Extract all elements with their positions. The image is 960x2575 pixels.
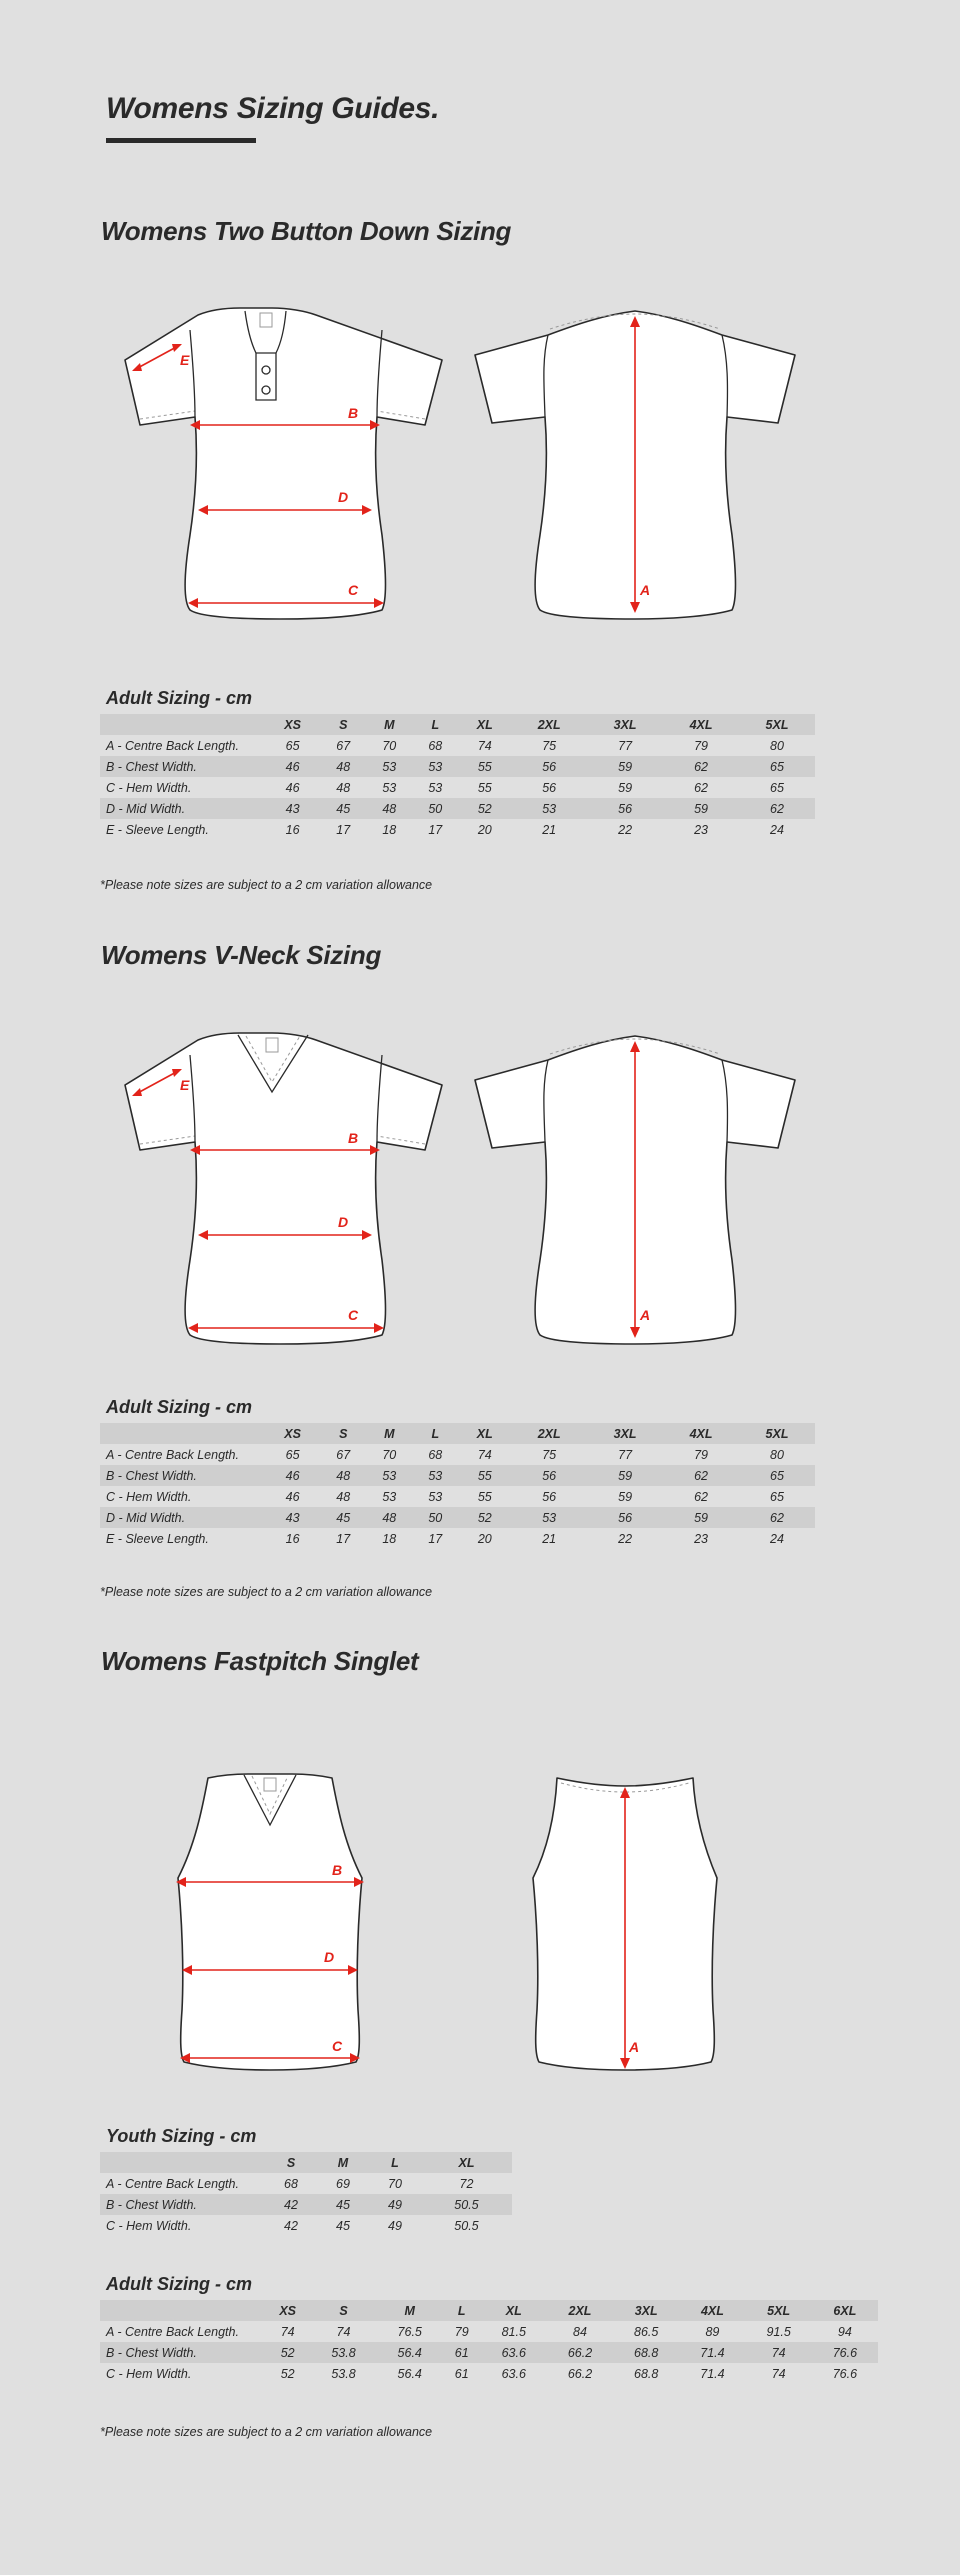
measurement-value: 66.2 <box>567 2366 593 2381</box>
measurement-value: 53 <box>542 1510 557 1525</box>
measurement-value: 42 <box>284 2218 298 2233</box>
measurement-value: 79 <box>694 738 708 753</box>
measurement-value: 77 <box>618 1447 633 1462</box>
size-header-4xl: 4XL <box>689 1426 713 1441</box>
variation-note-1: *Please note sizes are subject to a 2 cm variation allowance <box>100 878 433 892</box>
v-neck-front-diagram <box>120 1030 450 1355</box>
measurement-value: 18 <box>382 1531 397 1546</box>
table-row <box>100 1528 815 1549</box>
measurement-value: 45 <box>336 2218 350 2233</box>
measurement-value: 56 <box>542 1468 557 1483</box>
measurement-value: 74 <box>771 2345 786 2360</box>
measurement-value: 94 <box>837 2324 852 2339</box>
measurement-value: 81.5 <box>501 2324 526 2339</box>
measurement-label: A - Centre Back Length. <box>106 2176 239 2191</box>
measurement-value: 65 <box>770 1489 784 1504</box>
measurement-value: 89 <box>705 2324 720 2339</box>
measurement-value: 80 <box>770 1447 784 1462</box>
measurement-value: 43 <box>285 801 300 816</box>
singlet-front-diagram <box>160 1770 380 2080</box>
size-header-row <box>100 2152 512 2173</box>
measurement-value: 53 <box>382 1468 397 1483</box>
size-header-m: M <box>404 2303 415 2318</box>
measurement-value: 79 <box>454 2324 469 2339</box>
size-header-l: L <box>391 2155 399 2170</box>
size-header-xl: XL <box>458 2155 475 2170</box>
measurement-value: 65 <box>770 759 784 774</box>
header-blank <box>100 1423 265 1444</box>
size-header-xs: XS <box>284 1426 301 1441</box>
table-row <box>100 2173 512 2194</box>
measurement-value: 74 <box>280 2324 295 2339</box>
measurement-value: 53 <box>428 1468 443 1483</box>
v-neck-back-diagram <box>470 1030 800 1355</box>
size-header-4xl: 4XL <box>700 2303 724 2318</box>
measure-c: C <box>348 582 359 598</box>
measurement-value: 69 <box>336 2176 350 2191</box>
measurement-value: 59 <box>694 1510 708 1525</box>
measurement-value: 68 <box>284 2176 298 2191</box>
measurement-value: 91.5 <box>766 2324 791 2339</box>
measurement-label: B - Chest Width. <box>106 1468 197 1483</box>
measurement-label: A - Centre Back Length. <box>106 1447 239 1462</box>
measurement-value: 62 <box>694 780 708 795</box>
measurement-value: 53 <box>382 780 397 795</box>
measurement-label: C - Hem Width. <box>106 780 192 795</box>
size-header-l: L <box>431 717 440 732</box>
measurement-value: 59 <box>694 801 708 816</box>
measurement-value: 56 <box>542 780 557 795</box>
size-header-xl: XL <box>505 2303 522 2318</box>
measurement-value: 59 <box>618 1468 633 1483</box>
measurement-value: 53 <box>542 801 557 816</box>
measurement-value: 48 <box>336 759 351 774</box>
measurement-value: 76.5 <box>397 2324 422 2339</box>
table-row <box>100 1444 815 1465</box>
measurement-value: 50 <box>428 801 443 816</box>
measurement-value: 48 <box>382 1510 397 1525</box>
measurement-value: 46 <box>285 780 300 795</box>
measurement-label: C - Hem Width. <box>106 1489 192 1504</box>
measurement-value: 43 <box>285 1510 300 1525</box>
measurement-label: E - Sleeve Length. <box>106 822 209 837</box>
measurement-value: 56.4 <box>397 2345 422 2360</box>
measurement-label: C - Hem Width. <box>106 2218 192 2233</box>
measurement-value: 68 <box>428 738 443 753</box>
measurement-value: 52 <box>280 2345 295 2360</box>
measurement-value: 75 <box>542 738 557 753</box>
measurement-value: 23 <box>694 822 708 837</box>
measurement-value: 55 <box>477 780 492 795</box>
table-row <box>100 2215 512 2236</box>
measurement-label: D - Mid Width. <box>106 801 186 816</box>
measurement-value: 53 <box>382 1489 397 1504</box>
measurement-value: 62 <box>770 801 784 816</box>
v-neck-adult-table <box>100 1423 815 1549</box>
measurement-value: 62 <box>770 1510 784 1525</box>
singlet-youth-table <box>100 2152 512 2236</box>
measurement-value: 74 <box>477 1447 492 1462</box>
measure-d: D <box>338 1214 349 1230</box>
section-title-singlet: Womens Fastpitch Singlet <box>101 1646 419 1676</box>
size-header-s: S <box>339 2303 348 2318</box>
measurement-value: 17 <box>336 822 351 837</box>
two-button-front-diagram <box>120 305 450 630</box>
measurement-label: D - Mid Width. <box>106 1510 186 1525</box>
size-header-s: S <box>286 2155 296 2170</box>
measurement-value: 56 <box>542 759 557 774</box>
measure-d: D <box>338 489 349 505</box>
measurement-value: 45 <box>336 801 351 816</box>
table-row <box>100 2342 878 2363</box>
size-header-row <box>100 714 815 735</box>
table-heading-two-button-adult: Adult Sizing - cm <box>106 688 252 708</box>
measurement-value: 24 <box>770 1531 784 1546</box>
measurement-label: B - Chest Width. <box>106 759 197 774</box>
measurement-value: 77 <box>618 738 633 753</box>
measure-c: C <box>332 2038 343 2054</box>
measurement-value: 50.5 <box>454 2218 479 2233</box>
measurement-value: 24 <box>770 822 784 837</box>
measure-c: C <box>348 1307 359 1323</box>
measurement-value: 76.6 <box>832 2345 858 2360</box>
size-header-3xl: 3XL <box>634 2303 658 2318</box>
table-row <box>100 735 815 756</box>
measurement-value: 53.8 <box>331 2345 356 2360</box>
size-header-row <box>100 1423 815 1444</box>
size-header-3xl: 3XL <box>613 1426 637 1441</box>
measure-b: B <box>348 1130 359 1146</box>
measurement-value: 74 <box>336 2324 351 2339</box>
measurement-value: 67 <box>336 1447 351 1462</box>
measurement-value: 56 <box>618 1510 633 1525</box>
measure-e: E <box>180 1077 190 1093</box>
measurement-value: 70 <box>382 738 397 753</box>
size-header-m: M <box>384 1426 395 1441</box>
singlet-adult-table <box>100 2300 878 2384</box>
measurement-value: 56 <box>542 1489 557 1504</box>
measurement-value: 74 <box>771 2366 786 2381</box>
size-header-xs: XS <box>284 717 301 732</box>
section-title-v-neck: Womens V-Neck Sizing <box>101 940 382 970</box>
measurement-value: 72 <box>459 2176 474 2191</box>
measurement-value: 65 <box>770 780 784 795</box>
measurement-value: 48 <box>336 780 351 795</box>
header-blank <box>100 2152 265 2173</box>
measure-b: B <box>332 1862 343 1878</box>
table-row <box>100 756 815 777</box>
measurement-value: 52 <box>280 2366 295 2381</box>
size-header-l: L <box>457 2303 466 2318</box>
measurement-value: 62 <box>694 1489 708 1504</box>
measurement-value: 71.4 <box>700 2366 725 2381</box>
size-header-xs: XS <box>279 2303 297 2318</box>
size-header-6xl: 6XL <box>833 2303 857 2318</box>
measurement-value: 18 <box>382 822 397 837</box>
table-row <box>100 2321 878 2342</box>
size-header-2xl: 2XL <box>537 717 561 732</box>
measurement-value: 80 <box>770 738 784 753</box>
measurement-value: 55 <box>477 759 492 774</box>
measurement-value: 68.8 <box>634 2366 659 2381</box>
measurement-value: 53.8 <box>331 2366 356 2381</box>
measurement-value: 49 <box>388 2218 402 2233</box>
measurement-value: 53 <box>428 1489 443 1504</box>
singlet-back-diagram <box>515 1770 735 2080</box>
measurement-value: 59 <box>618 780 633 795</box>
measure-d: D <box>324 1949 335 1965</box>
measurement-label: B - Chest Width. <box>106 2197 197 2212</box>
measurement-value: 59 <box>618 1489 633 1504</box>
size-header-s: S <box>339 717 348 732</box>
measurement-value: 53 <box>428 759 443 774</box>
measurement-value: 48 <box>336 1468 351 1483</box>
table-row <box>100 2194 512 2215</box>
measurement-value: 20 <box>477 822 492 837</box>
table-row <box>100 1507 815 1528</box>
measure-e: E <box>180 352 190 368</box>
size-header-xl: XL <box>476 717 493 732</box>
header-blank <box>100 2300 265 2321</box>
measurement-value: 53 <box>382 759 397 774</box>
measurement-value: 21 <box>542 1531 557 1546</box>
measurement-value: 42 <box>284 2197 298 2212</box>
size-header-4xl: 4XL <box>689 717 713 732</box>
measurement-value: 68.8 <box>634 2345 659 2360</box>
measurement-value: 48 <box>382 801 397 816</box>
measurement-value: 75 <box>542 1447 557 1462</box>
measurement-value: 74 <box>477 738 492 753</box>
table-heading-v-neck-adult: Adult Sizing - cm <box>106 1397 252 1417</box>
measurement-value: 17 <box>428 822 443 837</box>
measurement-value: 65 <box>285 1447 300 1462</box>
measurement-value: 20 <box>477 1531 492 1546</box>
size-header-2xl: 2XL <box>537 1426 561 1441</box>
measurement-value: 16 <box>285 822 300 837</box>
measurement-label: A - Centre Back Length. <box>106 738 239 753</box>
table-row <box>100 1465 815 1486</box>
page-title: Womens Sizing Guides. <box>106 92 440 125</box>
measurement-value: 17 <box>428 1531 443 1546</box>
size-header-s: S <box>339 1426 348 1441</box>
size-header-m: M <box>384 717 395 732</box>
measurement-value: 56.4 <box>397 2366 422 2381</box>
measurement-value: 62 <box>694 1468 708 1483</box>
table-row <box>100 2363 878 2384</box>
measurement-value: 61 <box>454 2345 469 2360</box>
two-button-adult-table <box>100 714 815 840</box>
measurement-value: 76.6 <box>832 2366 858 2381</box>
measurement-value: 53 <box>428 780 443 795</box>
measure-a: A <box>640 582 651 598</box>
measurement-value: 52 <box>477 801 492 816</box>
measurement-value: 16 <box>285 1531 300 1546</box>
measurement-value: 59 <box>618 759 633 774</box>
measurement-value: 65 <box>285 738 300 753</box>
size-header-m: M <box>337 2155 349 2170</box>
measurement-value: 63.6 <box>501 2345 526 2360</box>
measurement-value: 68 <box>428 1447 443 1462</box>
measurement-value: 22 <box>618 822 633 837</box>
measurement-value: 17 <box>336 1531 351 1546</box>
size-header-xl: XL <box>476 1426 493 1441</box>
table-heading-singlet-youth: Youth Sizing - cm <box>106 2126 257 2146</box>
measurement-value: 46 <box>285 759 300 774</box>
measurement-value: 65 <box>770 1468 784 1483</box>
title-underline <box>106 138 256 143</box>
size-header-row <box>100 2300 878 2321</box>
measurement-value: 48 <box>336 1489 351 1504</box>
measurement-value: 86.5 <box>634 2324 659 2339</box>
measurement-value: 22 <box>618 1531 633 1546</box>
measurement-value: 45 <box>336 1510 351 1525</box>
measurement-value: 61 <box>454 2366 469 2381</box>
measurement-value: 52 <box>477 1510 492 1525</box>
measurement-value: 45 <box>336 2197 350 2212</box>
size-header-l: L <box>431 1426 440 1441</box>
measure-b: B <box>348 405 359 421</box>
table-heading-singlet-adult: Adult Sizing - cm <box>106 2274 252 2294</box>
table-row <box>100 1486 815 1507</box>
size-header-5xl: 5XL <box>765 717 789 732</box>
measurement-label: C - Hem Width. <box>106 2366 192 2381</box>
measurement-label: B - Chest Width. <box>106 2345 197 2360</box>
table-row <box>100 798 815 819</box>
size-header-2xl: 2XL <box>568 2303 592 2318</box>
measurement-label: A - Centre Back Length. <box>106 2324 239 2339</box>
measurement-value: 70 <box>388 2176 402 2191</box>
measurement-value: 55 <box>477 1468 492 1483</box>
size-header-5xl: 5XL <box>767 2303 791 2318</box>
table-row <box>100 819 815 840</box>
measurement-value: 46 <box>285 1468 300 1483</box>
variation-note-2: *Please note sizes are subject to a 2 cm variation allowance <box>100 1585 433 1599</box>
measurement-value: 84 <box>573 2324 587 2339</box>
measurement-value: 66.2 <box>567 2345 593 2360</box>
measurement-value: 63.6 <box>501 2366 526 2381</box>
measurement-value: 49 <box>388 2197 402 2212</box>
measure-a: A <box>629 2039 640 2055</box>
measurement-value: 23 <box>694 1531 708 1546</box>
table-row <box>100 777 815 798</box>
measurement-value: 71.4 <box>700 2345 725 2360</box>
measurement-value: 50.5 <box>454 2197 479 2212</box>
measurement-label: E - Sleeve Length. <box>106 1531 209 1546</box>
measure-a: A <box>640 1307 651 1323</box>
measurement-value: 55 <box>477 1489 492 1504</box>
size-header-3xl: 3XL <box>613 717 637 732</box>
measurement-value: 21 <box>542 822 557 837</box>
measurement-value: 70 <box>382 1447 397 1462</box>
measurement-value: 67 <box>336 738 351 753</box>
size-header-5xl: 5XL <box>765 1426 789 1441</box>
variation-note-3: *Please note sizes are subject to a 2 cm variation allowance <box>100 2425 433 2439</box>
two-button-back-diagram <box>470 305 800 630</box>
measurement-value: 50 <box>428 1510 443 1525</box>
section-title-two-button: Womens Two Button Down Sizing <box>101 216 512 246</box>
header-blank <box>100 714 265 735</box>
measurement-value: 79 <box>694 1447 708 1462</box>
measurement-value: 46 <box>285 1489 300 1504</box>
measurement-value: 62 <box>694 759 708 774</box>
measurement-value: 56 <box>618 801 633 816</box>
